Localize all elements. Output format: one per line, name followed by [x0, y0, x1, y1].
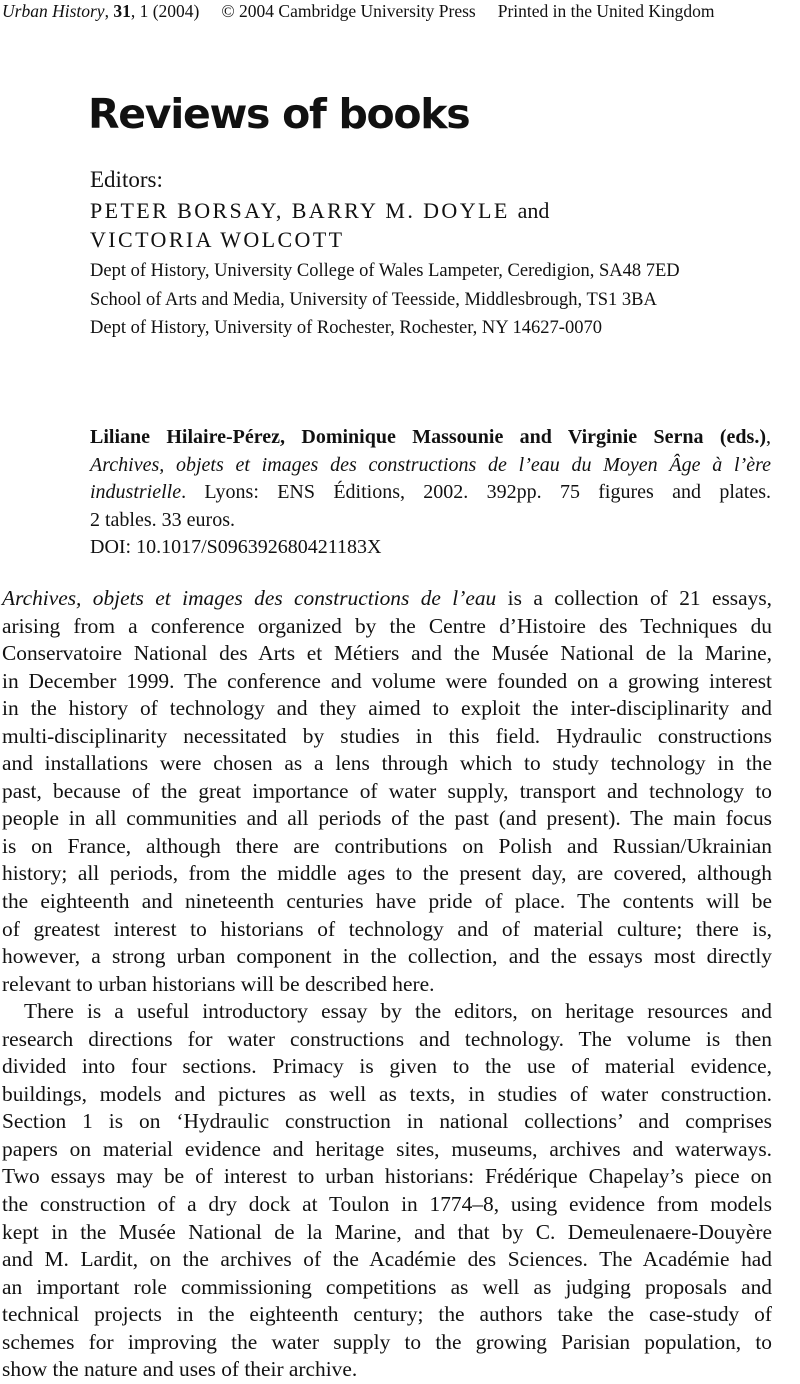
editors-block — [90, 166, 790, 343]
book-citation — [90, 424, 771, 562]
journal-volume: 31 — [113, 1, 131, 21]
p2-line: schemes for improving the water supply to the growing Parisian population, to — [2, 1329, 772, 1354]
p1-line: in the history of technology and they aimed to exploit the inter-disciplinarity and — [2, 696, 772, 721]
editors-names-line1: PETER BORSAY, BARRY M. DOYLE — [90, 198, 510, 223]
editors-and: and — [517, 198, 550, 223]
affiliations — [90, 257, 790, 343]
section-title: Reviews of books — [88, 90, 470, 138]
review-body — [2, 585, 772, 1384]
p1-line: and installations were chosen as a lens through which to study technology in the — [2, 751, 772, 776]
paragraph-1 — [2, 585, 772, 998]
p1-line: however, a strong urban component in the collection, and the essays most directly — [2, 944, 772, 969]
p2-line: technical projects in the eighteenth century; the authors take the case-study of — [2, 1302, 772, 1327]
citation-comma: , — [766, 426, 771, 448]
p1-line: arising from a conference organized by the Centre d’Histoire des Techniques du — [2, 613, 772, 638]
journal-name: Urban History — [2, 1, 105, 21]
running-head — [2, 0, 792, 22]
p1-line: history; all periods, from the middle ages to the present day, are covered, although — [2, 861, 772, 886]
p2-line: show the nature and uses of their archive. — [2, 1357, 358, 1382]
journal-issue-year: , 1 (2004) — [130, 1, 200, 21]
p2-line: There is a useful introductory essay by the editors, on heritage resources and — [24, 999, 772, 1024]
p2-line: buildings, models and pictures as well as texts, in studies of water construction. — [2, 1081, 772, 1106]
p2-line: research directions for water constructions and technology. The volume is then — [2, 1026, 772, 1051]
citation-title-part1: Archives, objets et images des constructions de l’eau du Moyen Âge à l’ère — [90, 453, 771, 476]
p2-line: kept in the Musée National de la Marine, and that by C. Demeulenaere-Douyère — [2, 1219, 772, 1244]
p1-lead-title: Archives, objets et images des constructions de l’eau — [2, 586, 497, 610]
p1-line: of greatest interest to historians of technology and of material culture; there is, — [2, 916, 772, 941]
editors-names — [90, 196, 790, 254]
p1-line: relevant to urban historians will be described here. — [2, 971, 435, 996]
paragraph-2 — [2, 998, 772, 1384]
citation-line-1 — [90, 424, 771, 452]
citation-publisher: . Lyons: ENS Éditions, 2002. 392pp. 75 figures and plates. — [181, 481, 771, 503]
citation-line-3 — [90, 479, 771, 507]
p2-line: Two essays may be of interest to urban historians: Frédérique Chapelay’s piece on — [2, 1164, 772, 1189]
p2-line: an important role commissioning competitions as well as judging proposals and — [2, 1274, 772, 1299]
p1-line-0-rest: is a collection of 21 essays, — [496, 586, 772, 610]
journal-volume-sep: , — [104, 1, 114, 21]
printed-notice: Printed in the United Kingdom — [497, 1, 715, 21]
editors-names-line2: VICTORIA WOLCOTT — [90, 227, 345, 252]
p2-line: papers on material evidence and heritage sites, museums, archives and waterways. — [2, 1136, 772, 1161]
citation-line-4: 2 tables. 33 euros. — [90, 508, 235, 531]
p2-line: divided into four sections. Primacy is given to the use of material evidence, — [2, 1054, 772, 1079]
p2-line: Section 1 is on ‘Hydraulic construction in national collections’ and comprises — [2, 1109, 772, 1134]
p1-line: in December 1999. The conference and volume were founded on a growing interest — [2, 668, 772, 693]
p1-line-0 — [2, 585, 772, 613]
affiliation-rochester: Dept of History, University of Rochester, Rochester, NY 14627-0070 — [90, 318, 602, 338]
p1-line: multi-disciplinarity necessitated by studies in this field. Hydraulic constructions — [2, 723, 772, 748]
editors-label: Editors: — [90, 167, 163, 192]
citation-doi: DOI: 10.1017/S096392680421183X — [90, 536, 382, 558]
p2-line: the construction of a dry dock at Toulon in 1774–8, using evidence from models — [2, 1192, 772, 1217]
p1-line: past, because of the great importance of water supply, transport and technology to — [2, 778, 772, 803]
p1-line: the eighteenth and nineteenth centuries have pride of place. The contents will be — [2, 889, 772, 914]
copyright-notice: © 2004 Cambridge University Press — [221, 1, 476, 21]
citation-title-part2: industrielle — [90, 481, 182, 503]
p1-line: people in all communities and all periods of the past (and present). The main focus — [2, 806, 772, 831]
affiliation-lampeter: Dept of History, University College of Wales Lampeter, Ceredigion, SA48 7ED — [90, 261, 680, 281]
p2-line: and M. Lardit, on the archives of the Académie des Sciences. The Académie had — [2, 1247, 772, 1272]
citation-authors: Liliane Hilaire-Pérez, Dominique Massounie and Virginie Serna (eds.) — [90, 426, 766, 448]
p1-line: Conservatoire National des Arts et Métiers and the Musée National de la Marine, — [2, 641, 772, 666]
p1-line: is on France, although there are contributions on Polish and Russian/Ukrainian — [2, 833, 772, 858]
citation-line-2 — [90, 452, 771, 480]
affiliation-teesside: School of Arts and Media, University of Teesside, Middlesbrough, TS1 3BA — [90, 289, 657, 310]
